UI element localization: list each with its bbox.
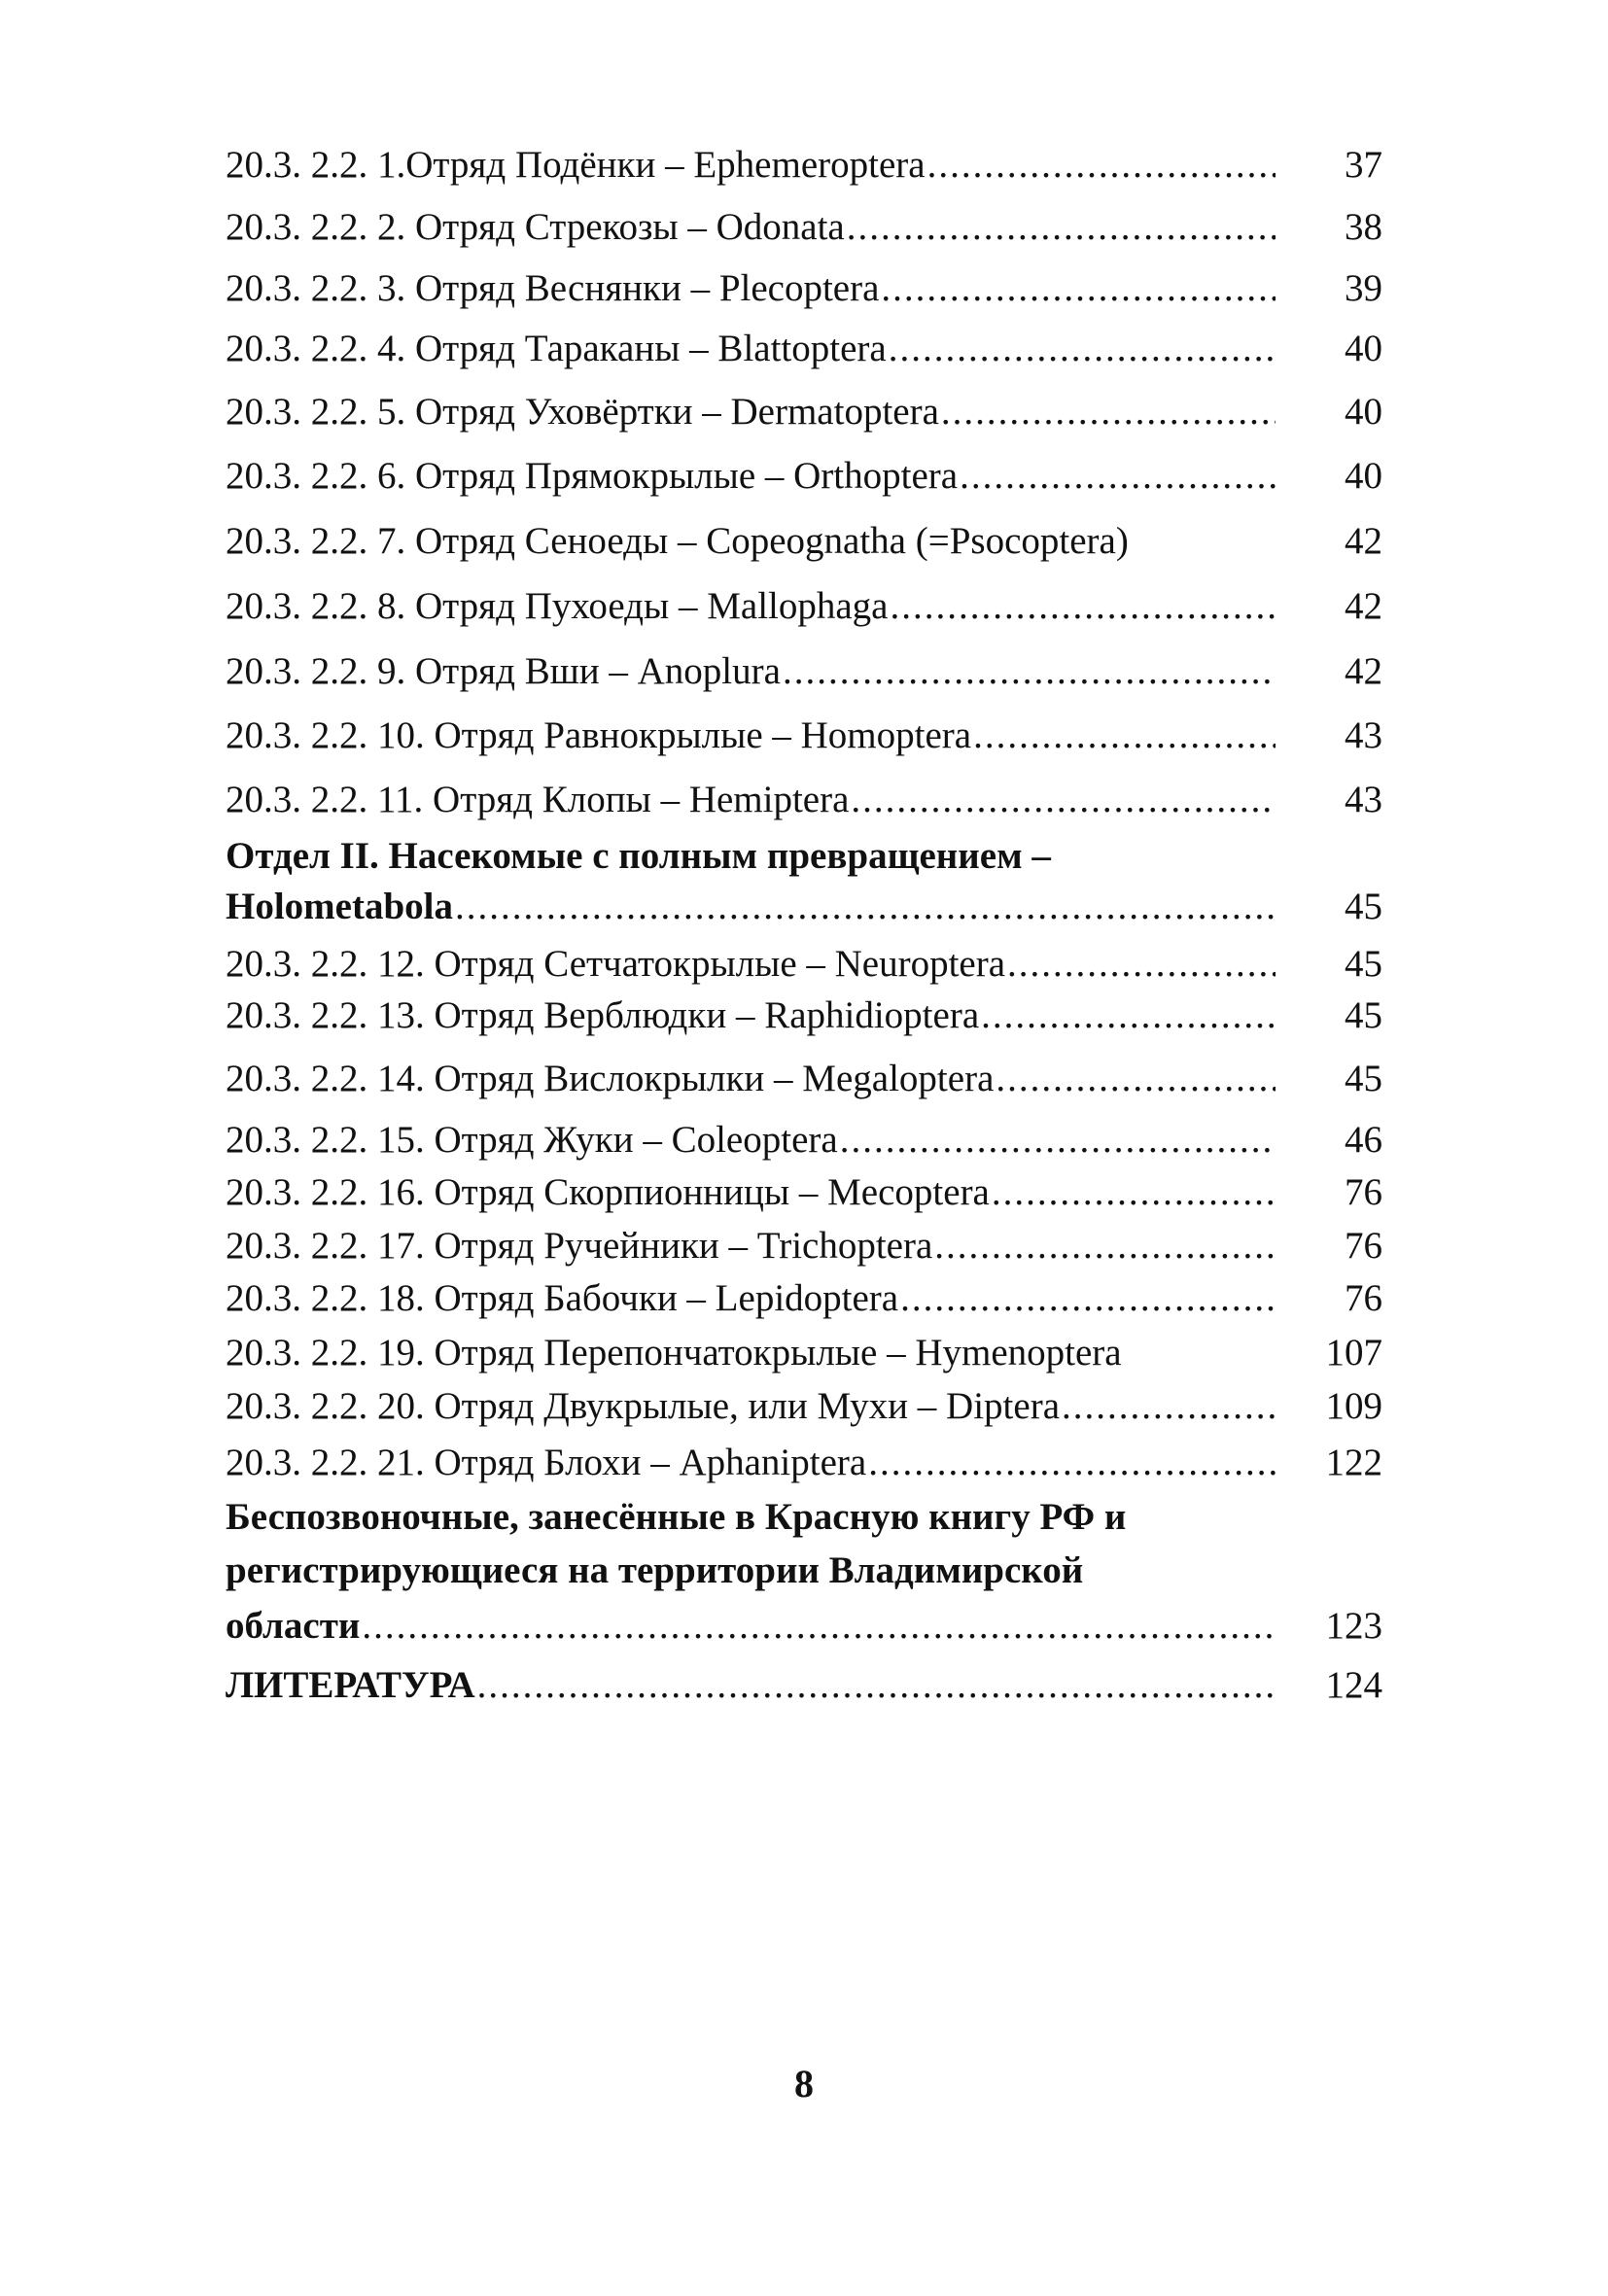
toc-entry-title: 20.3. 2.2. 3. Отряд Веснянки – Plecoptera	[226, 267, 880, 309]
dot-leader	[934, 1223, 1276, 1270]
toc-entry-title: 20.3. 2.2. 13. Отряд Верблюдки – Raphidioptera	[226, 994, 980, 1036]
toc-entry-page: 39	[1345, 267, 1382, 309]
literature-page: 124	[1325, 1664, 1382, 1706]
toc-entry-title: 20.3. 2.2. 14. Отряд Вислокрылки – Megaloptera	[226, 1058, 995, 1099]
toc-entry-page: 43	[1345, 714, 1382, 756]
toc-entry	[226, 1330, 1382, 1376]
toc-entry-page: 38	[1345, 206, 1382, 248]
dot-leader	[960, 453, 1276, 500]
dot-leader	[941, 389, 1276, 435]
toc-entry	[226, 583, 1382, 630]
toc-entry	[226, 1169, 1382, 1216]
dot-leader	[992, 1169, 1276, 1216]
section-heading-line: регистрирующиеся на территории Владимирской	[226, 1549, 1084, 1591]
toc-entry-title: 20.3. 2.2. 16. Отряд Скорпионницы – Mecoptera	[226, 1171, 990, 1213]
toc-entry-title: 20.3. 2.2. 4. Отряд Тараканы – Blattoptera	[226, 328, 887, 369]
toc-entry-page: 109	[1325, 1385, 1382, 1427]
toc-entry	[226, 453, 1382, 500]
toc-entry	[226, 518, 1382, 565]
section-heading-line: Отдел II. Насекомые с полным превращением –	[226, 835, 1051, 877]
toc-entry-title: 20.3. 2.2. 9. Отряд Вши – Anoplura	[226, 650, 781, 692]
section-heading-line: Беспозвоночные, занесённые в Красную книгу РФ и	[226, 1496, 1127, 1538]
toc-entry-title: 20.3. 2.2. 2. Отряд Стрекозы – Odonata	[226, 206, 845, 248]
toc-entry	[226, 1117, 1382, 1164]
literature-title: ЛИТЕРАТУРА	[226, 1664, 475, 1706]
toc-entry-title: 20.3. 2.2. 6. Отряд Прямокрылые – Orthoptera	[226, 455, 959, 497]
toc-entry	[226, 1223, 1382, 1270]
dot-leader	[851, 777, 1276, 823]
section-heading-title: области	[226, 1605, 361, 1647]
toc-entry-page: 45	[1345, 1058, 1382, 1099]
toc-entry-page: 40	[1345, 391, 1382, 433]
toc-entry-title: 20.3. 2.2. 10. Отряд Равнокрылые – Homoptera	[226, 714, 972, 756]
toc-entry-page: 37	[1345, 144, 1382, 186]
toc-entry	[226, 713, 1382, 759]
toc-entry-page: 76	[1345, 1277, 1382, 1319]
dot-leader	[477, 1662, 1276, 1709]
dot-leader	[927, 142, 1276, 189]
toc-entry-page: 122	[1325, 1442, 1382, 1483]
toc-entry	[226, 1383, 1382, 1430]
dot-leader	[868, 1440, 1276, 1486]
dot-leader	[847, 204, 1276, 251]
toc-entry-page: 42	[1345, 585, 1382, 627]
dot-leader	[900, 1275, 1276, 1322]
toc-entry	[226, 265, 1382, 312]
toc-entry-page: 76	[1345, 1225, 1382, 1267]
toc-entry-title: 20.3. 2.2. 21. Отряд Блохи – Aphaniptera	[226, 1442, 867, 1483]
toc-entry	[226, 992, 1382, 1039]
section-heading	[226, 1603, 1382, 1650]
toc-entry-title: 20.3. 2.2. 20. Отряд Двукрылые, или Мухи – Diptera	[226, 1385, 1060, 1427]
dot-leader	[889, 326, 1276, 372]
toc-entry	[226, 204, 1382, 251]
dot-leader	[840, 1117, 1276, 1164]
toc-entry-title: 20.3. 2.2. 8. Отряд Пухоеды – Mallophaga	[226, 585, 889, 627]
toc-entry-title: 20.3. 2.2. 18. Отряд Бабочки – Lepidoptera	[226, 1277, 899, 1319]
dot-leader	[1007, 941, 1276, 988]
dot-leader	[981, 992, 1276, 1039]
toc-entry-title: 20.3. 2.2. 19. Отряд Перепончатокрылые – Hymenoptera	[226, 1332, 1122, 1374]
section-heading-title: Holometabola	[226, 886, 453, 927]
toc-entry-title: 20.3. 2.2. 5. Отряд Уховёртки – Dermatoptera	[226, 391, 939, 433]
toc-entry-page: 46	[1345, 1119, 1382, 1161]
toc-entry	[226, 142, 1382, 189]
literature-entry	[226, 1662, 1382, 1709]
toc-entry-title: 20.3. 2.2. 7. Отряд Сеноеды – Copeognatha (=Psocoptera)	[226, 520, 1129, 562]
toc-entry	[226, 389, 1382, 435]
dot-leader	[1062, 1383, 1276, 1430]
toc-entry	[226, 648, 1382, 695]
section-heading-page: 123	[1325, 1605, 1382, 1647]
toc-entry-title: 20.3. 2.2. 1.Отряд Подёнки – Ephemeroptera	[226, 144, 926, 186]
dot-leader	[973, 713, 1276, 759]
toc-entry-page: 43	[1345, 779, 1382, 820]
toc-entry	[226, 941, 1382, 988]
toc-entry-page: 40	[1345, 455, 1382, 497]
toc-entry-title: 20.3. 2.2. 12. Отряд Сетчатокрылые – Neuroptera	[226, 943, 1006, 985]
section-heading-page: 45	[1345, 886, 1382, 927]
dot-leader	[996, 1056, 1276, 1102]
dot-leader	[881, 265, 1276, 312]
toc-entry-page: 45	[1345, 943, 1382, 985]
toc-entry-title: 20.3. 2.2. 15. Отряд Жуки – Coleoptera	[226, 1119, 838, 1161]
toc-entry	[226, 326, 1382, 372]
toc-entry-page: 42	[1345, 520, 1382, 562]
toc-entry	[226, 1056, 1382, 1102]
dot-leader	[891, 583, 1276, 630]
toc-entry-title: 20.3. 2.2. 17. Отряд Ручейники – Trichoptera	[226, 1225, 933, 1267]
toc-entry-page: 45	[1345, 994, 1382, 1036]
toc-entry	[226, 1275, 1382, 1322]
toc-entry	[226, 777, 1382, 823]
toc-entry	[226, 1440, 1382, 1486]
toc-entry-page: 40	[1345, 328, 1382, 369]
dot-leader	[362, 1603, 1276, 1650]
toc-entry-page: 76	[1345, 1171, 1382, 1213]
toc-entry-title: 20.3. 2.2. 11. Отряд Клопы – Hemiptera	[226, 779, 850, 820]
page-number: 8	[794, 2062, 814, 2105]
dot-leader	[783, 648, 1276, 695]
toc-entry-page: 42	[1345, 650, 1382, 692]
section-heading	[226, 884, 1382, 930]
toc-entry-page: 107	[1325, 1332, 1382, 1374]
dot-leader	[455, 884, 1276, 930]
